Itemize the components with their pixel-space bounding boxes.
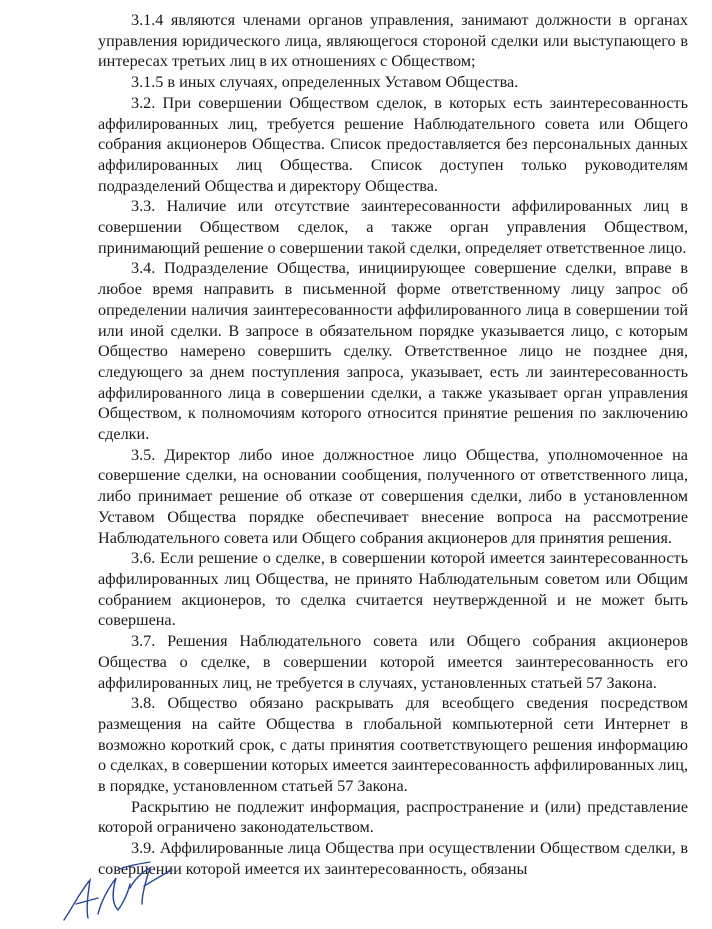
paragraph-3-7: 3.7. Решения Наблюдательного совета или Общего собрания акционеров Общества о сделке, в совершении которой имеется заинтересованность его аффилированных лиц, не требуется в случаях, установленных статьей 57 Закона. [98,632,688,692]
paragraph-3-5: 3.5. Директор либо иное должностное лицо Общества, уполномоченное на совершение сделки, на основании сообщения, полученного от ответственного лица, либо принимает решение об отказе от совершения сделки, либо в установленном Уставом Общества порядке обеспечивает внесение вопроса на рассмотрение Наблюдательного совета или Общего собрания акционеров для принятия решения. [98,445,688,547]
paragraph-disclosure-exception: Раскрытию не подлежит информация, распространение и (или) представление которой ограничено законодательством. [98,797,688,837]
paragraph-3-1-4: 3.1.4 являются членами органов управления, занимают должности в органах управления юридического лица, являющегося стороной сделки или выступающего в интересах третьих лиц в их отношениях с Обществом; [98,11,688,71]
paragraph-3-6: 3.6. Если решение о сделке, в совершении которой имеется заинтересованность аффилированных лиц Общества, не принято Наблюдательным советом или Общим собранием акционеров, то сделка считается неутвержденной и не может быть совершена. [98,549,688,630]
paragraph-3-1-5: 3.1.5 в иных случаях, определенных Уставом Общества. [131,73,519,92]
paragraph-3-4: 3.4. Подразделение Общества, инициирующее совершение сделки, вправе в любое время направить в письменной форме ответственному лицу запрос об определении наличия заинтересованности аффилированного лица в совершении той или иной сделки. В запросе в обязательном порядке указывается лицо, с которым Общество намерено совершить сделку. Ответственное лицо не позднее дня, следующего за днем поступления запроса, указывает, есть ли заинтересованность аффилированного лица в совершении сделки, а также указывает орган управления Обществом, к полномочиям которого относится принятие решения по заключению сделки. [98,259,688,444]
document-body [98,10,688,880]
paragraph-3-2: 3.2. При совершении Обществом сделок, в которых есть заинтересованность аффилированных лиц, требуется решение Наблюдательного совета или Общего собрания акционеров Общества. Список предоставляется без персональных данных аффилированных лиц Общества. Список доступен только руководителям подразделений Общества и директору Общества. [98,93,688,195]
paragraph-3-3: 3.3. Наличие или отсутствие заинтересованности аффилированных лиц в совершении Обществом сделок, а также орган управления Обществом, принимающий решение о совершении такой сделки, определяет ответственное лицо. [98,197,688,257]
paragraph-3-9: 3.9. Аффилированные лица Общества при осуществлении Обществом сделки, в совершении которой имеется их заинтересованность, обязаны [98,839,688,878]
paragraph-3-8: 3.8. Общество обязано раскрывать для всеобщего сведения посредством размещения на сайте Общества в глобальной компьютерной сети Интернет в возможно короткий срок, с даты принятия соответствующего решения информацию о сделках, в совершении которых имеется заинтересованность аффилированных лиц, в порядке, установленном статьей 57 Закона. [98,694,688,796]
handwritten-signature [58,858,178,928]
